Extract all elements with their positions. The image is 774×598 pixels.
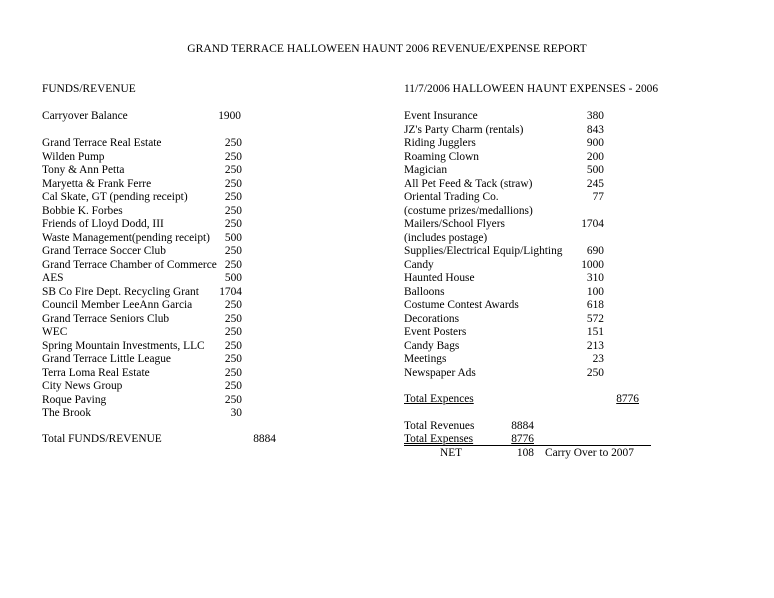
row-amount: 250 [224, 150, 242, 163]
row-label: Event Insurance [404, 110, 478, 122]
row-amount: 250 [224, 366, 242, 379]
row-amount: 690 [586, 245, 604, 257]
row-label: Candy [404, 258, 434, 271]
row-amount: 250 [224, 204, 242, 217]
row-label: Grand Terrace Little League [42, 353, 171, 365]
row-amount: 500 [224, 231, 242, 244]
row-label: Haunted House [404, 272, 475, 284]
carryover-amount: 1900 [218, 110, 241, 122]
summary-revenues-amount: 8884 [511, 420, 534, 432]
row-label: Grand Terrace Real Estate [42, 137, 162, 149]
revenue-total-amount: 8884 [253, 433, 276, 445]
row-amount: 310 [586, 272, 604, 284]
row-label: Grand Terrace Seniors Club [42, 312, 170, 325]
row-amount: 250 [224, 393, 242, 406]
row-amount: 500 [224, 272, 242, 284]
row-label: Spring Mountain Investments, LLC [42, 339, 205, 352]
carryover-label: Carryover Balance [42, 110, 128, 122]
row-amount: 250 [224, 353, 242, 365]
row-amount: 250 [224, 380, 242, 392]
row-label: Maryetta & Frank Ferre [42, 177, 152, 190]
row-amount: 250 [224, 245, 242, 257]
row-amount: 618 [586, 299, 604, 311]
row-amount: 200 [586, 150, 604, 163]
row-amount: 900 [586, 137, 604, 149]
row-label: Bobbie K. Forbes [42, 204, 123, 217]
row-label: Event Posters [404, 326, 467, 338]
row-label: Costume Contest Awards [404, 299, 519, 311]
row-label: Decorations [404, 312, 460, 325]
row-amount: 23 [592, 353, 604, 365]
row-amount: 250 [586, 366, 604, 379]
row-amount: 500 [586, 164, 604, 176]
row-label: Roaming Clown [404, 150, 479, 163]
row-amount: 213 [586, 339, 604, 352]
row-label: Magician [404, 164, 448, 176]
row-label: Balloons [404, 285, 445, 298]
report-title: GRAND TERRACE HALLOWEEN HAUNT 2006 REVENUE/EXPENSE REPORT [187, 42, 587, 55]
row-amount: 245 [586, 177, 604, 190]
row-label: Friends of Lloyd Dodd, III [42, 218, 164, 230]
summary-revenues-label: Total Revenues [404, 420, 475, 432]
row-amount: 250 [224, 137, 242, 149]
row-label: AES [42, 272, 64, 284]
expenses-total-label: Total Expences [404, 393, 474, 405]
row-label: Grand Terrace Chamber of Commerce [42, 258, 217, 271]
row-label: Tony & Ann Petta [42, 164, 125, 176]
row-label: The Brook [42, 407, 92, 419]
revenue-header: FUNDS/REVENUE [42, 83, 136, 95]
net-divider [404, 445, 651, 446]
row-amount: 77 [592, 191, 604, 203]
net-label: NET [440, 447, 463, 459]
row-label: Council Member LeeAnn Garcia [42, 299, 193, 311]
row-label: Candy Bags [404, 339, 460, 352]
row-label: Cal Skate, GT (pending receipt) [42, 191, 188, 203]
summary-expenses-amount: 8776 [511, 433, 534, 445]
row-amount: 572 [586, 312, 604, 325]
row-label: JZ's Party Charm (rentals) [404, 123, 524, 136]
summary-expenses-label: Total Expenses [404, 433, 474, 445]
expenses-total-amount: 8776 [616, 393, 639, 405]
row-amount: 380 [586, 110, 604, 122]
row-amount: 250 [224, 312, 242, 325]
row-label: Wilden Pump [42, 150, 105, 163]
row-label: (costume prizes/medallions) [404, 204, 533, 217]
row-label: WEC [42, 326, 68, 338]
row-amount: 1704 [581, 218, 604, 230]
row-amount: 250 [224, 258, 242, 271]
revenue-total-label: Total FUNDS/REVENUE [42, 433, 162, 445]
net-amount: 108 [516, 447, 534, 459]
row-label: SB Co Fire Dept. Recycling Grant [42, 285, 199, 298]
row-amount: 30 [230, 407, 242, 419]
row-amount: 1000 [581, 258, 604, 271]
row-label: All Pet Feed & Tack (straw) [404, 177, 533, 190]
row-label: Supplies/Electrical Equip/Lighting [404, 245, 563, 257]
row-label: Mailers/School Flyers [404, 218, 505, 230]
row-amount: 250 [224, 191, 242, 203]
row-label: Terra Loma Real Estate [42, 366, 150, 379]
row-amount: 250 [224, 177, 242, 190]
row-label: Grand Terrace Soccer Club [42, 245, 166, 257]
row-amount: 151 [586, 326, 604, 338]
row-label: Roque Paving [42, 393, 107, 406]
net-note: Carry Over to 2007 [545, 447, 634, 459]
row-label: City News Group [42, 380, 123, 392]
row-label: Oriental Trading Co. [404, 191, 499, 203]
row-amount: 843 [586, 123, 604, 136]
row-amount: 250 [224, 164, 242, 176]
row-amount: 100 [586, 285, 604, 298]
row-amount: 1704 [219, 285, 242, 298]
row-label: Meetings [404, 353, 447, 365]
row-amount: 250 [224, 326, 242, 338]
row-amount: 250 [224, 218, 242, 230]
row-amount: 250 [224, 339, 242, 352]
row-label: Riding Jugglers [404, 137, 476, 149]
row-label: (includes postage) [404, 231, 488, 244]
row-label: Waste Management(pending receipt) [42, 231, 210, 244]
row-amount: 250 [224, 299, 242, 311]
row-label: Newspaper Ads [404, 366, 476, 379]
expenses-header: 11/7/2006 HALLOWEEN HAUNT EXPENSES - 2006 [404, 83, 659, 95]
